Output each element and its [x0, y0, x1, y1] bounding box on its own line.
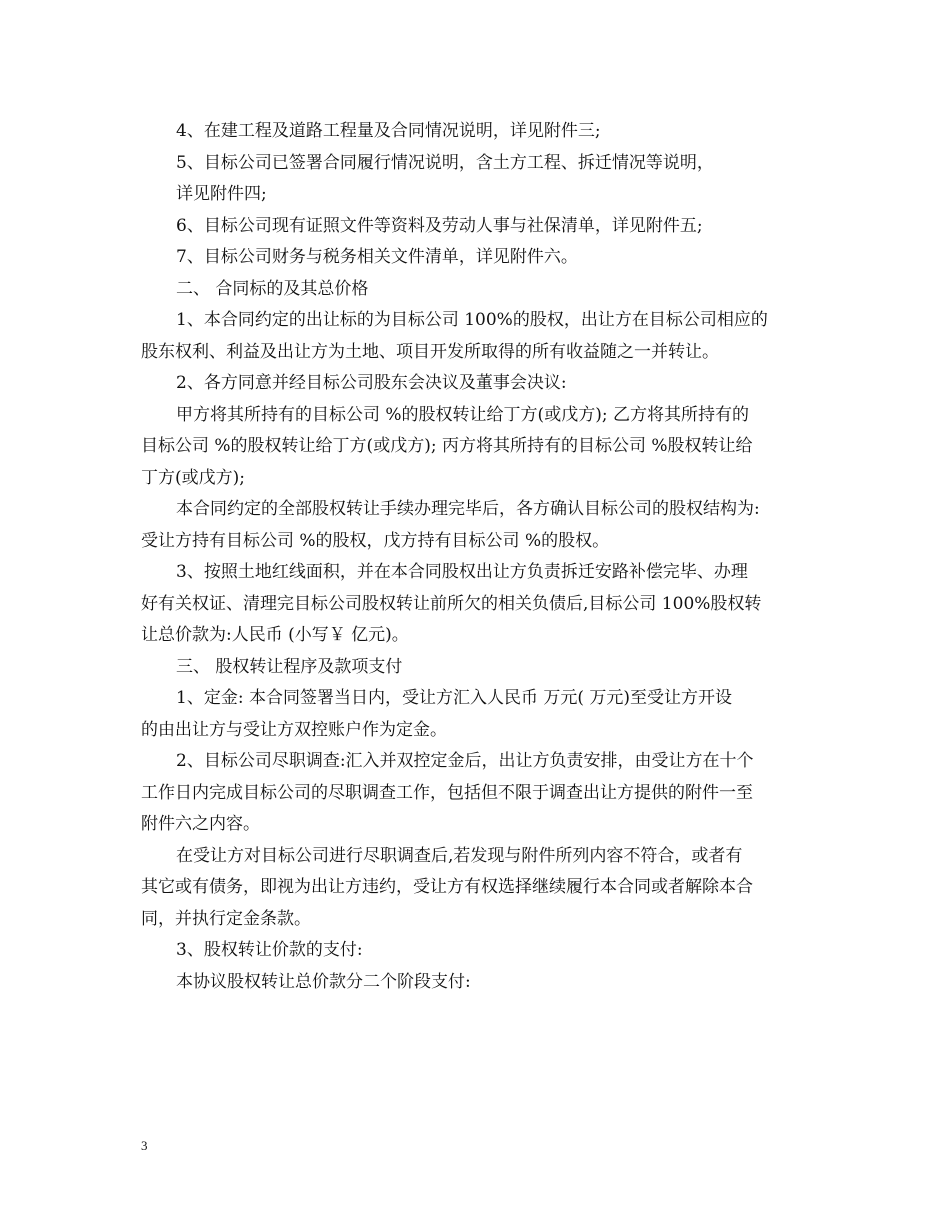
- text-line: 的由出让方与受让方双控账户作为定金。: [141, 719, 447, 740]
- text-line: 4、在建工程及道路工程量及合同情况说明，详见附件三;: [176, 121, 601, 141]
- paragraph: [141, 746, 821, 841]
- text-line: 工作日内完成目标公司的尽职调查工作，包括但不限于调查出让方提供的附件一至: [141, 782, 753, 803]
- paragraph: [141, 368, 821, 400]
- paragraph: [141, 935, 821, 967]
- text-line: 本协议股权转让总价款分二个阶段支付:: [176, 971, 471, 992]
- paragraph: [141, 494, 821, 557]
- text-line: 3、按照土地红线面积，并在本合同股权出让方负责拆迁安路补偿完毕、办理: [176, 562, 748, 582]
- paragraph: [141, 683, 821, 746]
- text-line: 股东权利、利益及出让方为土地、项目开发所取得的所有收益随之一并转让。: [141, 341, 719, 362]
- text-line: 好有关权证、清理完目标公司股权转让前所欠的相关负债后,目标公司 100%股权转: [141, 593, 762, 614]
- document-body: [141, 116, 821, 998]
- paragraph: [141, 400, 821, 495]
- text-line: 丁方(或戊方);: [141, 467, 245, 488]
- text-line: 2、各方同意并经目标公司股东会决议及董事会决议:: [176, 373, 567, 393]
- text-line: 3、股权转让价款的支付:: [176, 940, 363, 960]
- paragraph: [141, 116, 821, 148]
- text-line: 1、本合同约定的出让标的为目标公司 100%的股权，出让方在目标公司相应的: [176, 310, 768, 330]
- text-line: 在受让方对目标公司进行尽职调查后,若发现与附件所列内容不符合，或者有: [176, 845, 743, 866]
- paragraph: [141, 967, 821, 999]
- paragraph: [141, 305, 821, 368]
- paragraph: [141, 148, 821, 211]
- text-line: 附件六之内容。: [141, 814, 260, 834]
- paragraph: [141, 652, 821, 684]
- text-line: 受让方持有目标公司 %的股权，戊方持有目标公司 %的股权。: [141, 530, 610, 551]
- text-line: 本合同约定的全部股权转让手续办理完毕后，各方确认目标公司的股权结构为:: [176, 499, 760, 519]
- paragraph: [141, 841, 821, 936]
- page-number: 3: [141, 1138, 148, 1153]
- text-line: 7、目标公司财务与税务相关文件清单，详见附件六。: [176, 247, 578, 267]
- text-line: 让总价款为:人民币 (小写￥ 亿元)。: [141, 625, 409, 645]
- text-line: 三、 股权转让程序及款项支付: [176, 656, 403, 677]
- paragraph: [141, 242, 821, 274]
- text-line: 甲方将其所持有的目标公司 %的股权转让给丁方(或戊方); 乙方将其所持有的: [176, 404, 749, 425]
- text-line: 其它或有债务，即视为出让方违约，受让方有权选择继续履行本合同或者解除本合: [141, 877, 753, 897]
- text-line: 1、定金: 本合同签署当日内，受让方汇入人民币 万元( 万元)至受让方开设: [176, 688, 733, 708]
- text-line: 6、目标公司现有证照文件等资料及劳动人事与社保清单，详见附件五;: [176, 215, 703, 236]
- text-line: 同，并执行定金条款。: [141, 908, 311, 929]
- text-line: 2、目标公司尽职调查:汇入并双控定金后，出让方负责安排，由受让方在十个: [176, 751, 754, 771]
- paragraph: [141, 557, 821, 652]
- paragraph: [141, 274, 821, 306]
- text-line: 目标公司 %的股权转让给丁方(或戊方); 丙方将其所持有的目标公司 %股权转让给: [141, 436, 753, 456]
- paragraph: [141, 211, 821, 243]
- text-line: 5、目标公司已签署合同履行情况说明，含土方工程、拆迁情况等说明，: [176, 152, 714, 173]
- text-line: 详见附件四;: [176, 184, 267, 204]
- text-line: 二、 合同标的及其总价格: [176, 278, 369, 299]
